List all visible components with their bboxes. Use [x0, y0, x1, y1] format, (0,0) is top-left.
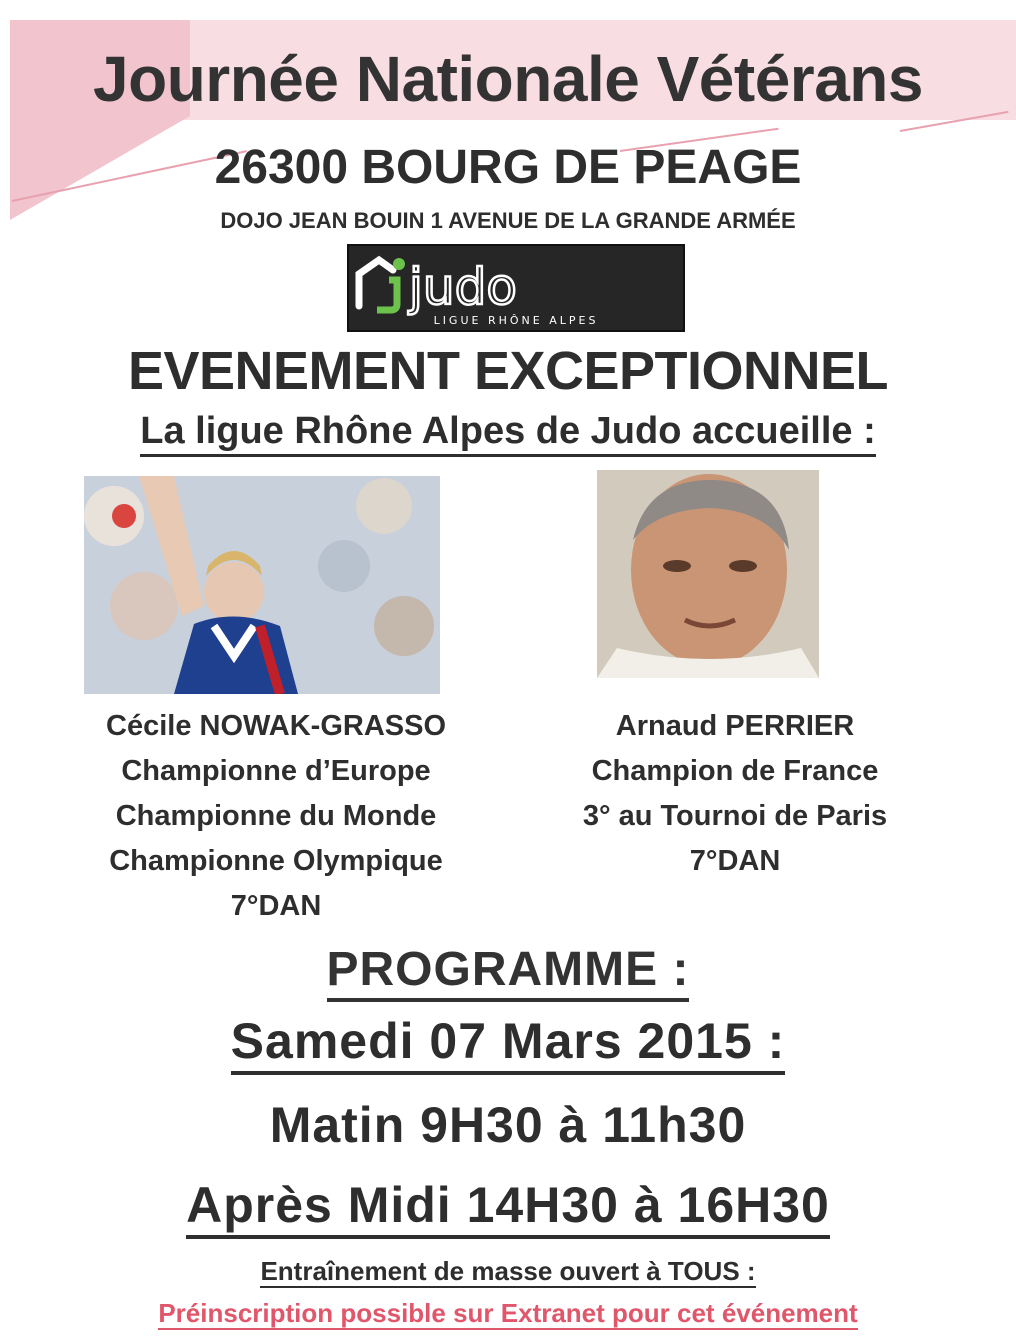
program-heading-text: PROGRAMME : — [327, 943, 690, 1002]
athlete-photo-nowak — [84, 476, 440, 694]
host-line — [0, 410, 1016, 453]
program-heading — [0, 942, 1016, 997]
judo-logo — [347, 244, 685, 332]
athlete-card-nowak — [66, 704, 486, 929]
page-title: Journée Nationale Vétérans — [93, 43, 923, 115]
program-afternoon-text: Après Midi 14H30 à 16H30 — [186, 1177, 830, 1239]
athlete-title: 7°DAN — [230, 890, 322, 922]
program-afternoon — [0, 1176, 1016, 1234]
athlete-name: Arnaud PERRIER — [615, 710, 855, 742]
logo-subtitle: LIGUE RHÔNE ALPES — [433, 314, 599, 327]
person-head-icon — [393, 258, 405, 270]
host-line-text: La ligue Rhône Alpes de Judo accueille : — [140, 410, 876, 457]
training-note — [0, 1256, 1016, 1287]
athlete-title: Champion de France — [591, 755, 879, 787]
judo-logo-graphic — [349, 246, 683, 330]
athlete-photo-perrier — [597, 470, 819, 678]
athlete-title: Championne Olympique — [109, 845, 443, 877]
venue-address: DOJO JEAN BOUIN 1 AVENUE DE LA GRANDE ARMÉE — [220, 208, 796, 233]
training-note-text: Entraînement de masse ouvert à TOUS : — [260, 1256, 756, 1286]
athlete-card-perrier — [540, 704, 930, 884]
preinscription-note — [0, 1298, 1016, 1329]
athlete-title: Championne d’Europe — [121, 755, 431, 787]
event-headline: EVENEMENT EXCEPTIONNEL — [127, 341, 889, 401]
athlete-title: 7°DAN — [689, 845, 781, 877]
program-date — [0, 1012, 1016, 1070]
athlete-title: Championne du Monde — [115, 800, 437, 832]
program-date-text: Samedi 07 Mars 2015 : — [231, 1013, 786, 1075]
city-heading: 26300 BOURG DE PEAGE — [214, 141, 802, 194]
preinscription-note-text: Préinscription possible sur Extranet pour cet événement — [158, 1298, 858, 1328]
person-body-icon — [377, 280, 397, 310]
athlete-title: 3° au Tournoi de Paris — [582, 800, 888, 832]
logo-word: judo — [409, 258, 517, 316]
athlete-name: Cécile NOWAK-GRASSO — [106, 710, 446, 742]
house-icon — [359, 260, 393, 306]
program-morning: Matin 9H30 à 11h30 — [269, 1097, 747, 1153]
